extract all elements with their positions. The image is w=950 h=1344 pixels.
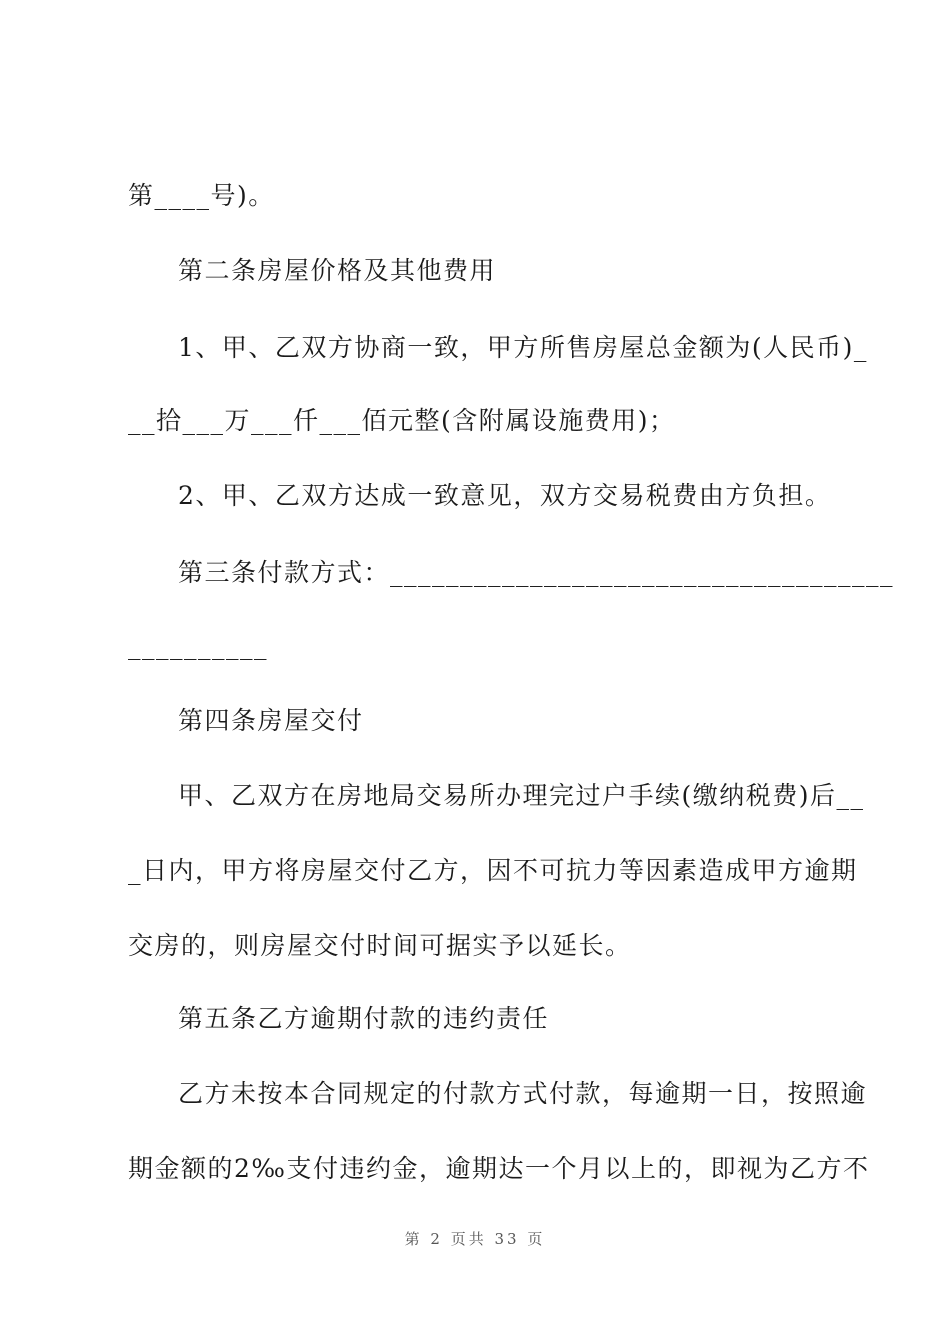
- section-heading-5: 第五条乙方逾期付款的违约责任: [178, 1004, 550, 1033]
- text-line-5: 2、甲、乙双方达成一致意见，双方交易税费由方负担。: [178, 481, 832, 510]
- text-line-10: _日内，甲方将房屋交付乙方，因不可抗力等因素造成甲方逾期: [128, 856, 858, 885]
- section-heading-2: 第二条房屋价格及其他费用: [178, 256, 497, 285]
- page-footer: 第 2 页共 33 页: [404, 1230, 546, 1248]
- text-line-4: __拾___万___仟___佰元整(含附属设施费用)；: [128, 406, 676, 435]
- text-line-9: 甲、乙双方在房地局交易所办理完过户手续(缴纳税费)后__: [178, 781, 865, 810]
- section-heading-4: 第四条房屋交付: [178, 706, 364, 735]
- section-heading-3: 第三条付款方式：____________________________________: [178, 558, 895, 587]
- text-line-13: 乙方未按本合同规定的付款方式付款，每逾期一日，按照逾: [178, 1079, 868, 1108]
- text-line-11: 交房的，则房屋交付时间可据实予以延长。: [128, 931, 632, 960]
- text-line-14: 期金额的2‰支付违约金，逾期达一个月以上的，即视为乙方不: [128, 1154, 870, 1183]
- text-line-1: 第____号)。: [128, 181, 275, 210]
- text-line-7: __________: [128, 631, 268, 660]
- text-line-3: 1、甲、乙双方协商一致，甲方所售房屋总金额为(人民币)_: [178, 333, 868, 362]
